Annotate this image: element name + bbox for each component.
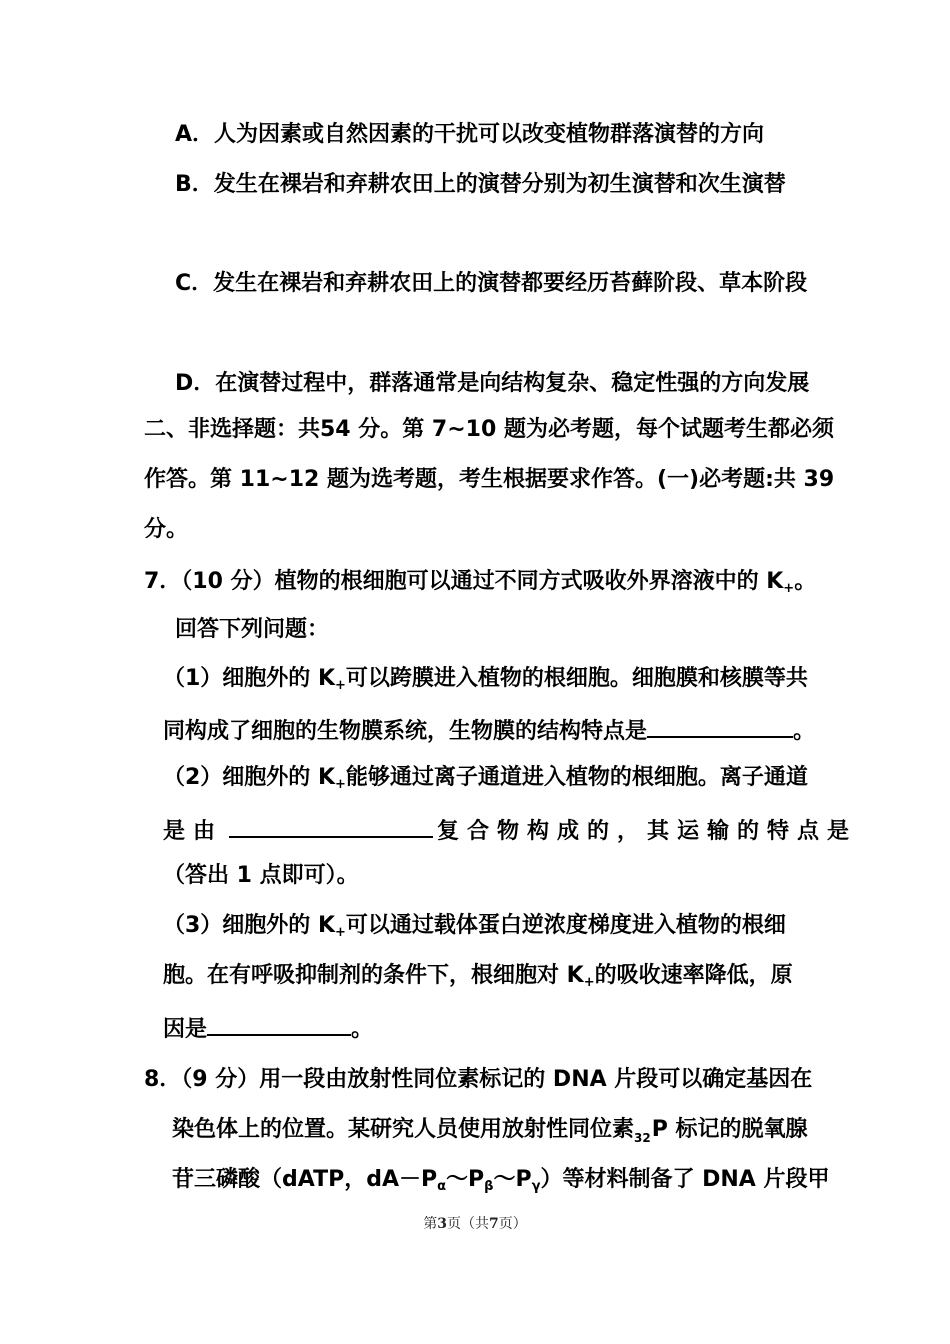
q7-part3-line3 (163, 1012, 373, 1044)
q8-text-e: ～P (493, 1167, 532, 1192)
q7-part2-line2 (163, 814, 857, 846)
q7-part3-text-a: （3）细胞外的 K (163, 913, 336, 938)
q7-part3-text-c: 胞。在有呼吸抑制剂的条件下，根细胞对 K (163, 963, 584, 988)
q7-part1-text-a: （1）细胞外的 K (163, 666, 336, 691)
page-footer (0, 1213, 950, 1233)
k-plus-sign: + (583, 975, 595, 990)
k-plus-sign: + (335, 777, 346, 792)
q8-line2 (172, 1116, 808, 1152)
q8-text-f: ）等材料制备了 DNA 片段甲 (540, 1167, 830, 1192)
q7-part3-text-b: 可以通过载体蛋白逆浓度梯度进入植物的根细 (345, 913, 786, 938)
q7-stem-line1 (144, 568, 816, 603)
option-b: B．发生在裸岩和弃耕农田上的演替分别为初生演替和次生演替 (175, 172, 786, 197)
q8-text-a: 染色体上的位置。某研究人员使用放射性同位素 (172, 1117, 635, 1142)
q7-part2-text-c: 是由 (163, 819, 224, 844)
q7-stem-period: 。 (794, 569, 817, 594)
section2-line3: 分。 (144, 517, 189, 542)
q8-text-c: 苷三磷酸（dATP，dA－P (172, 1167, 438, 1192)
alpha-subscript: α (437, 1179, 447, 1194)
footer-total-pages: 7 (489, 1216, 499, 1232)
q8-line1: 8．（9 分）用一段由放射性同位素标记的 DNA 片段可以确定基因在 (144, 1067, 813, 1092)
q8-text-d: ～P (446, 1167, 485, 1192)
option-a: A．人为因素或自然因素的干扰可以改变植物群落演替的方向 (175, 122, 765, 147)
q8-text-b: P 标记的脱氧腺 (651, 1117, 808, 1142)
q7-part3-period: 。 (351, 1017, 374, 1042)
q7-part1-period: 。 (793, 719, 816, 744)
gamma-subscript: γ (531, 1179, 541, 1194)
footer-page-number: 3 (437, 1216, 447, 1232)
q7-part2-line1 (163, 764, 808, 799)
q7-part2-text-d: 复合物构成的，其运输的特点是 (437, 819, 858, 844)
q7-part3-line1 (163, 912, 786, 947)
option-d: D．在演替过程中，群落通常是向结构复杂、稳定性强的方向发展 (175, 371, 810, 396)
q8-line3 (172, 1166, 830, 1201)
q7-part1-line2 (163, 714, 815, 746)
q7-stem-text: 7．（10 分）植物的根细胞可以通过不同方式吸收外界溶液中的 K (144, 569, 784, 594)
q7-part1-question: 同构成了细胞的生物膜系统，生物膜的结构特点是 (163, 719, 648, 744)
answer-blank-3[interactable] (207, 1012, 351, 1036)
answer-blank-1[interactable] (647, 714, 793, 738)
isotope-mass-number: 32 (634, 1131, 651, 1145)
footer-post: 页） (498, 1216, 527, 1232)
answer-blank-2[interactable] (229, 814, 433, 838)
option-c: C．发生在裸岩和弃耕农田上的演替都要经历苔藓阶段、草本阶段 (175, 271, 808, 296)
k-plus-sign: + (335, 678, 346, 693)
q7-part3-text-e: 因是 (163, 1017, 208, 1042)
q7-part1-text-b: 可以跨膜进入植物的根细胞。细胞膜和核膜等共 (345, 666, 808, 691)
k-plus-sign: + (335, 925, 346, 940)
q7-part2-text-b: 能够通过离子通道进入植物的根细胞。离子通道 (345, 765, 808, 790)
section2-line1: 二、非选择题：共54 分。第 7~10 题为必考题，每个试题考生都必须 (144, 417, 834, 442)
q7-part2-text-a: （2）细胞外的 K (163, 765, 336, 790)
q7-part3-text-d: 的吸收速率降低，原 (594, 963, 793, 988)
q7-stem-line2: 回答下列问题： (175, 617, 330, 642)
beta-subscript: β (484, 1179, 494, 1194)
q7-part1-line1 (163, 665, 808, 700)
footer-pre: 第 (423, 1216, 438, 1232)
k-plus-sign: + (783, 581, 795, 596)
section2-line2: 作答。第 11~12 题为选考题，考生根据要求作答。(一)必考题:共 39 (144, 467, 835, 492)
q7-part3-line2 (163, 962, 793, 997)
footer-mid: 页（共 (447, 1216, 489, 1232)
q7-part2-line3: （答出 1 点即可）。 (163, 863, 359, 888)
